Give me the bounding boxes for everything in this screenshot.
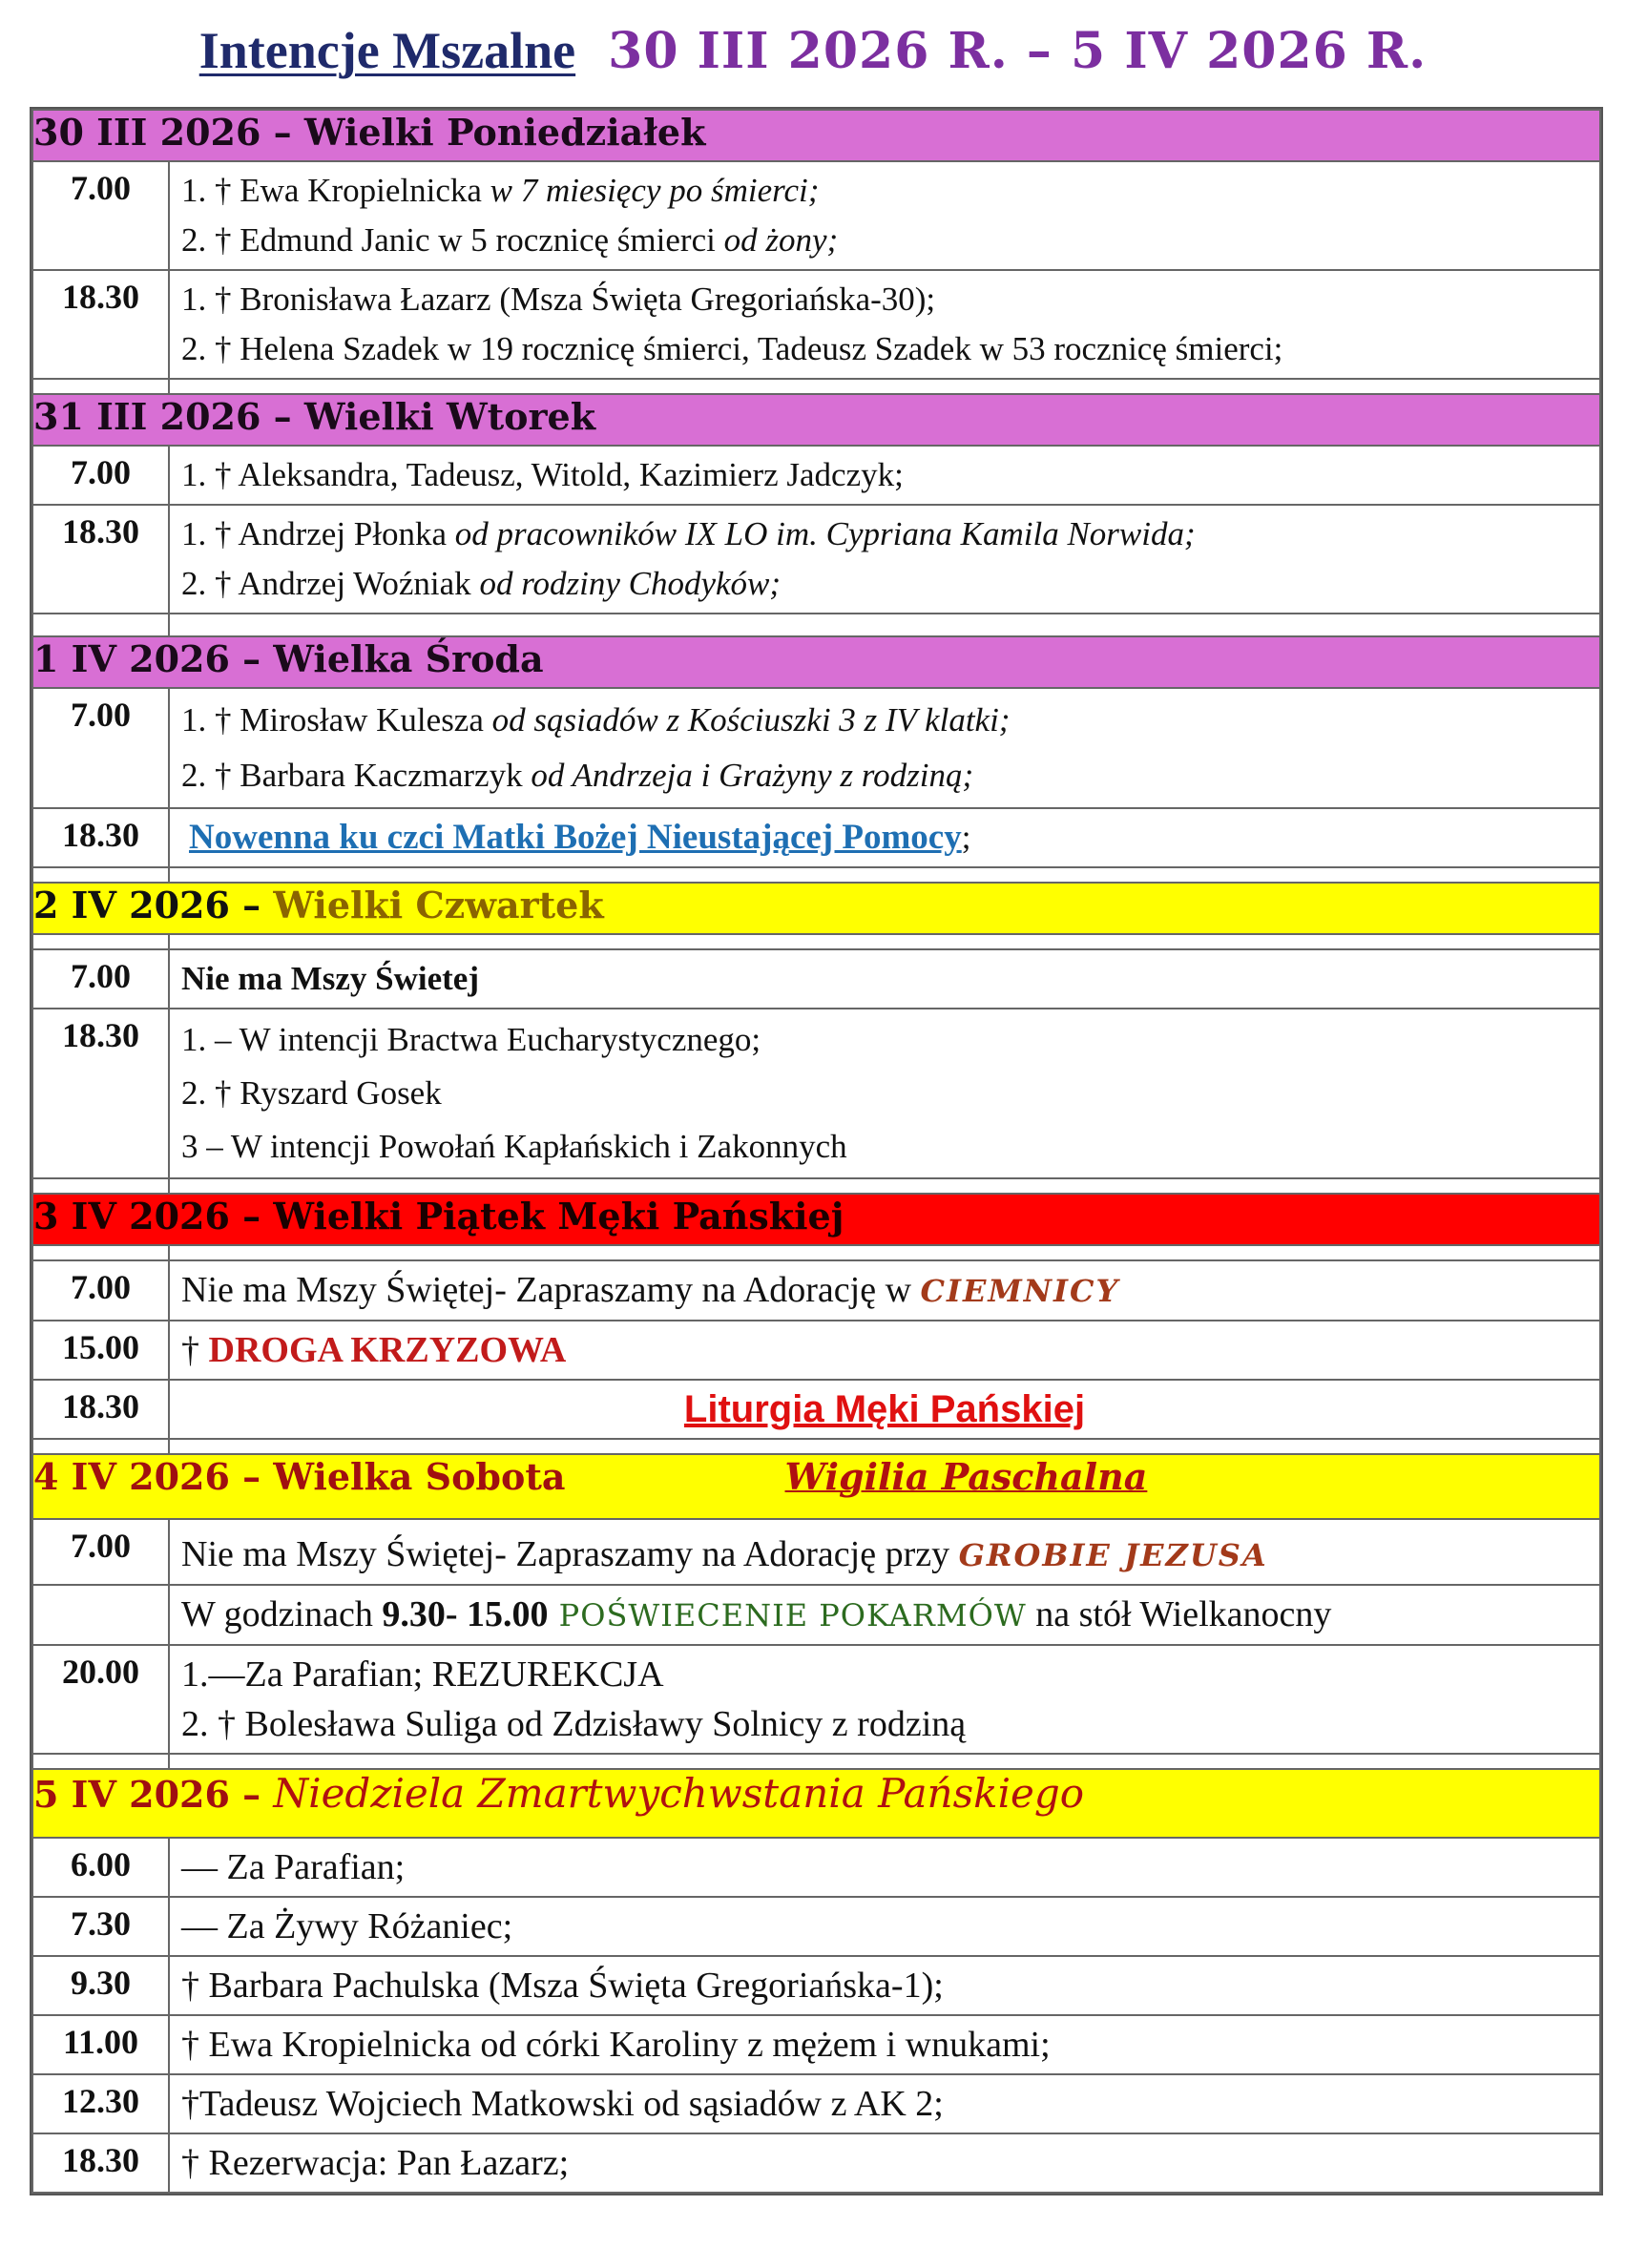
mass-row [32,1321,1600,1380]
mass-row [32,2133,1600,2193]
day-date: 30 III 2026 – [33,111,304,154]
day-date: 4 IV 2026 – [33,1455,274,1498]
mass-time: 7.00 [32,949,169,1009]
intention-line: 1. † Aleksandra, Tadeusz, Witold, Kazimierz Jadczyk; [181,456,904,493]
day-name: Niedziela Zmartwychwstania Pańskiego [273,1770,1085,1817]
mass-row [32,2015,1600,2074]
mass-time: 12.30 [32,2074,169,2133]
day-date: 5 IV 2026 – [33,1773,274,1816]
mass-row [32,1645,1600,1754]
mass-time: 7.00 [32,1260,169,1321]
intention-line: 2. † Ryszard Gosek [181,1074,442,1112]
way-of-cross: DROGA KRZYZOWA [208,1330,567,1370]
mass-row [32,2074,1600,2133]
day-header [32,883,1600,934]
mass-time: 7.00 [32,1519,169,1585]
day-date: 3 IV 2026 – [33,1195,274,1238]
liturgy-title: Liturgia Męki Pańskiej [683,1388,1086,1430]
intention-line: 1. † Andrzej Płonka od pracowników IX LO im. Cypriana Kamila Norwida; [181,515,1196,552]
mass-time: 9.30 [32,1956,169,2015]
day-name: Wielki Wtorek [303,395,596,438]
mass-row [32,446,1600,505]
spacer-row [32,934,1600,949]
intention-line: † Barbara Pachulska (Msza Święta Gregoriańska-1); [181,1966,944,2006]
day-header [32,394,1600,446]
ciemnica-label: CIEMNICY [920,1273,1120,1309]
mass-time [32,1585,169,1645]
mass-time: 18.30 [32,2133,169,2193]
day-name: Wielki Czwartek [273,884,604,926]
intention-line: 2. † Barbara Kaczmarzyk od Andrzeja i Grażyny z rodziną; [181,757,974,794]
mass-time: 7.30 [32,1897,169,1956]
spacer-row [32,1245,1600,1260]
cross-mark: † [181,1330,209,1370]
mass-row [32,1897,1600,1956]
intention-line: 2. † Bolesława Suliga od Zdzisławy Solnicy z rodziną [181,1704,967,1744]
spacer-row [32,614,1600,636]
day-header [32,636,1600,688]
mass-row [32,1519,1600,1585]
day-date: 1 IV 2026 – [33,637,274,680]
mass-time: 20.00 [32,1645,169,1754]
intention-line: 2. † Andrzej Woźniak od rodziny Chodyków; [181,565,782,602]
day-name: Wielka Sobota [273,1455,566,1498]
intention-line: — Za Parafian; [181,1847,406,1887]
intention-line: †Tadeusz Wojciech Matkowski od sąsiadów z AK 2; [181,2084,944,2124]
mass-row [32,270,1600,379]
spacer-row [32,1754,1600,1769]
novena-suffix: ; [961,819,971,856]
mass-row [32,1956,1600,2015]
day-name: Wielki Poniedziałek [303,111,706,154]
day-name: Wielki Piątek Męki Pańskiej [273,1195,844,1238]
spacer-row [32,867,1600,883]
mass-row [32,1838,1600,1897]
intention-line: 1. † Ewa Kropielnicka w 7 miesięcy po śmierci; [181,172,820,209]
mass-row: W godzinach 9.30- 15.00 POŚWIECENIE POKARMÓW na stół Wielkanocny [32,1585,1600,1645]
blessing-hours: 9.30- 15.00 [382,1594,549,1634]
mass-time: 18.30 [32,505,169,614]
intention-line: † Rezerwacja: Pan Łazarz; [181,2143,570,2183]
mass-time: 18.30 [32,270,169,379]
spacer-row [32,379,1600,394]
intention-line: 2. † Edmund Janic w 5 rocznicę śmierci od żony; [181,221,839,259]
day-header [32,1769,1600,1838]
intention-line: 1. – W intencji Bractwa Eucharystycznego; [181,1021,761,1058]
day-header [32,1454,1600,1519]
page-title [0,21,1626,80]
mass-row [32,505,1600,614]
spacer-row [32,1178,1600,1194]
mass-time: 15.00 [32,1321,169,1380]
intention-line: † Ewa Kropielnicka od córki Karoliny z mężem i wnukami; [181,2025,1051,2065]
mass-time: 7.00 [32,161,169,270]
spacer-row [32,1439,1600,1454]
intention-line: 1. † Mirosław Kulesza od sąsiadów z Kościuszki 3 z IV klatki; [181,701,1011,739]
adoration-text: Nie ma Mszy Świętej- Zapraszamy na Adorację w [181,1270,921,1310]
title-main: Intencje Mszalne [198,22,576,79]
mass-time: 7.00 [32,688,169,808]
day-date: 2 IV 2026 – [33,884,274,926]
day-header [32,1194,1600,1245]
no-mass-text: Nie ma Mszy Świetej [181,960,479,997]
mass-row [32,1260,1600,1321]
vigil-label: Wigilia Paschalna [784,1455,1148,1498]
day-header [32,110,1600,161]
title-dates: 30 III 2026 R. – 5 IV 2026 R. [608,22,1428,80]
mass-time: 7.00 [32,446,169,505]
day-date: 31 III 2026 – [33,395,304,438]
mass-time: 11.00 [32,2015,169,2074]
tomb-label: GROBIE JEZUSA [958,1537,1268,1573]
mass-row [32,161,1600,270]
schedule-table [30,107,1603,2195]
blessing-label: POŚWIECENIE POKARMÓW [548,1597,1027,1633]
mass-row [32,1009,1600,1178]
mass-time: 18.30 [32,808,169,867]
intention-line: 1.—Za Parafian; REZUREKCJA [181,1654,664,1695]
adoration-text: Nie ma Mszy Świętej- Zapraszamy na Adorację przy [181,1534,959,1574]
mass-time: 6.00 [32,1838,169,1897]
mass-row [32,949,1600,1009]
mass-time: 18.30 [32,1009,169,1178]
intention-line: 3 – W intencji Powołań Kapłańskich i Zakonnych [181,1128,847,1165]
mass-row [32,808,1600,867]
mass-row [32,1380,1600,1439]
novena-link[interactable]: Nowenna ku czci Matki Bożej Nieustającej Pomocy [189,818,962,857]
intention-line: 2. † Helena Szadek w 19 rocznicę śmierci, Tadeusz Szadek w 53 rocznicę śmierci; [181,330,1283,367]
day-name: Wielka Środa [273,637,544,680]
intention-line: — Za Żywy Różaniec; [181,1906,513,1946]
mass-time: 18.30 [32,1380,169,1439]
mass-row [32,688,1600,808]
intention-line: 1. † Bronisława Łazarz (Msza Święta Gregoriańska-30); [181,281,936,318]
